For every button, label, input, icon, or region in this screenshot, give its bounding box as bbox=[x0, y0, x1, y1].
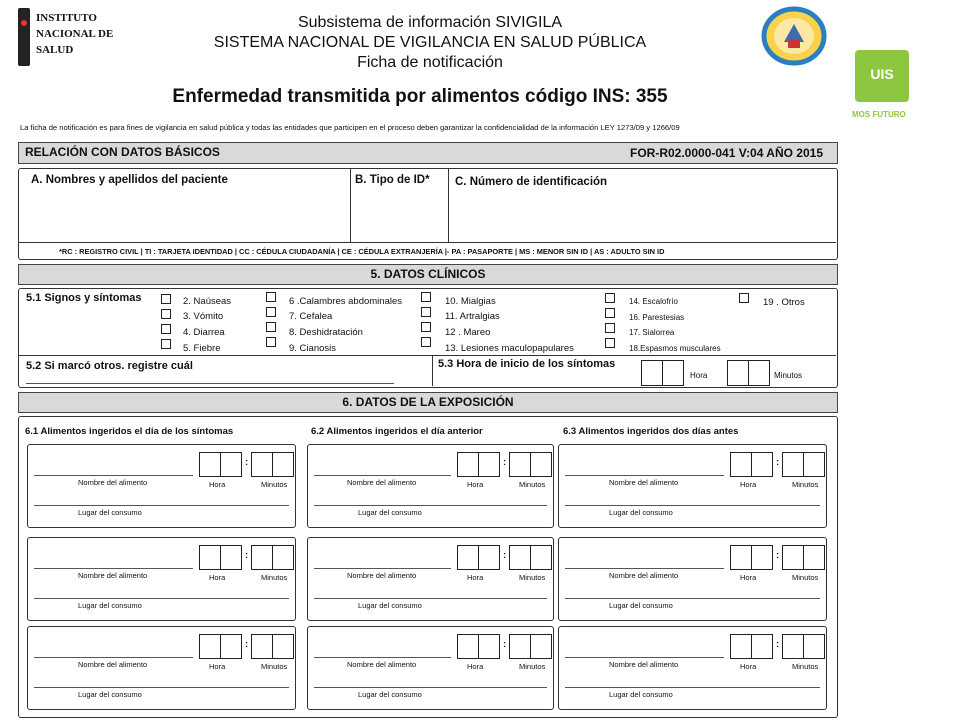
consumption-place-field[interactable] bbox=[34, 505, 289, 506]
symptom-otros: 19 . Otros bbox=[763, 297, 805, 308]
food-minute-digit-1[interactable] bbox=[509, 634, 531, 659]
food-hour-digit-2[interactable] bbox=[751, 634, 773, 659]
onset-hour-digit-2[interactable] bbox=[662, 360, 684, 386]
food-entry-card bbox=[27, 626, 296, 710]
field-c-label: C. Número de identificación bbox=[455, 176, 608, 188]
basic-data-header bbox=[18, 142, 838, 164]
food-minute-digit-2[interactable] bbox=[803, 545, 825, 570]
food-entry-card bbox=[27, 537, 296, 621]
food-entry-card bbox=[27, 444, 296, 528]
exposure-col-title-2: 6.2 Alimentos ingeridos el día anterior bbox=[311, 426, 483, 437]
uis-logo bbox=[855, 50, 909, 102]
consumption-place-label: Lugar del consumo bbox=[609, 508, 673, 517]
food-hour-digit-2[interactable] bbox=[478, 634, 500, 659]
food-name-label: Nombre del alimento bbox=[78, 660, 148, 669]
food-minute-label: Minutos bbox=[261, 662, 288, 671]
food-time-colon: : bbox=[245, 639, 249, 650]
symptom-sialorrea: 17. Sialorrea bbox=[629, 328, 675, 337]
checkbox-mareo[interactable] bbox=[421, 322, 431, 332]
consumption-place-label: Lugar del consumo bbox=[358, 601, 422, 610]
food-minute-digit-2[interactable] bbox=[530, 634, 552, 659]
food-minute-digit-1[interactable] bbox=[782, 545, 804, 570]
food-minute-digit-2[interactable] bbox=[272, 545, 294, 570]
food-name-field[interactable] bbox=[565, 475, 724, 476]
onset-minute-digit-1[interactable] bbox=[727, 360, 749, 386]
food-entry-card bbox=[307, 626, 554, 710]
food-minute-label: Minutos bbox=[261, 573, 288, 582]
food-name-label: Nombre del alimento bbox=[609, 571, 679, 580]
food-entry-card bbox=[307, 444, 554, 528]
symptom-cianosis: 9. Cianosis bbox=[289, 343, 336, 354]
consumption-place-field[interactable] bbox=[314, 505, 547, 506]
checkbox-sialorrea[interactable] bbox=[605, 323, 615, 333]
consumption-place-field[interactable] bbox=[565, 505, 820, 506]
exposure-col-title-3: 6.3 Alimentos ingeridos dos días antes bbox=[563, 426, 739, 437]
food-minute-label: Minutos bbox=[261, 480, 288, 489]
header-title-2: SISTEMA NACIONAL DE VIGILANCIA EN SALUD PÚBLICA bbox=[213, 34, 647, 51]
checkbox-parestesias[interactable] bbox=[605, 308, 615, 318]
food-name-field[interactable] bbox=[565, 568, 724, 569]
food-time-colon: : bbox=[776, 457, 780, 468]
food-minute-digit-1[interactable] bbox=[251, 634, 273, 659]
other-symptoms-field[interactable] bbox=[26, 383, 394, 384]
symptom-escalofrio: 14. Escalofrío bbox=[629, 297, 678, 306]
food-hour-digit-2[interactable] bbox=[220, 452, 242, 477]
header-title-1: Subsistema de información SIVIGILA bbox=[297, 14, 563, 31]
food-hour-digit-2[interactable] bbox=[220, 545, 242, 570]
signs-label: 5.1 Signos y síntomas bbox=[26, 292, 142, 304]
consumption-place-field[interactable] bbox=[314, 598, 547, 599]
uis-caption: MOS FUTURO bbox=[852, 110, 906, 119]
food-time-colon: : bbox=[503, 457, 507, 468]
food-name-label: Nombre del alimento bbox=[609, 478, 679, 487]
food-minute-digit-1[interactable] bbox=[251, 452, 273, 477]
exposure-header bbox=[18, 392, 838, 413]
checkbox-nauseas[interactable] bbox=[161, 294, 171, 304]
food-hour-label: Hora bbox=[209, 662, 226, 671]
checkbox-mialgias[interactable] bbox=[421, 292, 431, 302]
exposure-col-title-1: 6.1 Alimentos ingeridos el día de los síntomas bbox=[25, 426, 234, 437]
symptom-parestesias: 16. Parestesias bbox=[629, 313, 685, 322]
symptom-espasmos: 18.Espasmos musculares bbox=[629, 344, 721, 353]
food-hour-digit-1[interactable] bbox=[730, 545, 752, 570]
food-entry-card bbox=[558, 537, 827, 621]
ins-logo-text-1: INSTITUTO bbox=[36, 12, 97, 24]
food-name-field[interactable] bbox=[314, 657, 451, 658]
food-name-label: Nombre del alimento bbox=[78, 478, 148, 487]
food-time-colon: : bbox=[776, 550, 780, 561]
food-minute-digit-2[interactable] bbox=[530, 452, 552, 477]
food-time-colon: : bbox=[245, 550, 249, 561]
checkbox-cianosis[interactable] bbox=[266, 337, 276, 347]
food-name-label: Nombre del alimento bbox=[347, 478, 417, 487]
symptom-calambres: 6 .Calambres abdominales bbox=[289, 296, 403, 307]
food-entry-card bbox=[307, 537, 554, 621]
food-name-field[interactable] bbox=[565, 657, 724, 658]
consumption-place-label: Lugar del consumo bbox=[358, 690, 422, 699]
food-hour-digit-1[interactable] bbox=[457, 634, 479, 659]
ins-logo-text-2: NACIONAL DE bbox=[36, 28, 114, 40]
food-time-colon: : bbox=[776, 639, 780, 650]
food-hour-digit-2[interactable] bbox=[751, 545, 773, 570]
food-name-label: Nombre del alimento bbox=[347, 660, 417, 669]
onset-hour-digit-1[interactable] bbox=[641, 360, 663, 386]
consumption-place-field[interactable] bbox=[34, 687, 289, 688]
food-hour-digit-1[interactable] bbox=[457, 452, 479, 477]
field-b-label: B. Tipo de ID* bbox=[355, 174, 430, 186]
food-name-field[interactable] bbox=[314, 568, 451, 569]
checkbox-deshidratacion[interactable] bbox=[266, 322, 276, 332]
food-hour-label: Hora bbox=[209, 480, 226, 489]
checkbox-escalofrio[interactable] bbox=[605, 293, 615, 303]
onset-label: 5.3 Hora de inicio de los síntomas bbox=[438, 358, 616, 370]
colombia-seal bbox=[760, 6, 828, 66]
checkbox-artralgias[interactable] bbox=[421, 307, 431, 317]
food-minute-digit-1[interactable] bbox=[251, 545, 273, 570]
food-hour-label: Hora bbox=[467, 662, 484, 671]
food-minute-digit-2[interactable] bbox=[803, 452, 825, 477]
food-entry-card bbox=[558, 444, 827, 528]
food-minute-digit-1[interactable] bbox=[509, 545, 531, 570]
uis-logo-letters: UIS bbox=[870, 66, 894, 82]
consumption-place-label: Lugar del consumo bbox=[609, 690, 673, 699]
food-name-label: Nombre del alimento bbox=[78, 571, 148, 580]
symptom-lesiones: 13. Lesiones maculopapulares bbox=[445, 343, 574, 354]
header-title-3: Ficha de notificación bbox=[357, 54, 503, 71]
food-hour-digit-2[interactable] bbox=[478, 545, 500, 570]
consumption-place-label: Lugar del consumo bbox=[78, 690, 142, 699]
checkbox-lesiones[interactable] bbox=[421, 337, 431, 347]
basic-data-title: RELACIÓN CON DATOS BÁSICOS bbox=[25, 145, 220, 159]
food-hour-label: Hora bbox=[467, 480, 484, 489]
exposure-title: 6. DATOS DE LA EXPOSICIÓN bbox=[342, 395, 514, 409]
food-hour-digit-1[interactable] bbox=[730, 634, 752, 659]
disease-title: Enfermedad transmitida por alimentos código INS: 355 bbox=[172, 86, 668, 107]
id-type-legend: *RC : REGISTRO CIVIL | TI : TARJETA IDENTIDAD | CC : CÉDULA CIUDADANÍA | CE : CÉDULA EXTRANJERÍA |- PA : PASAPORTE | MS : MENOR SIN ID | AS : ADULTO SIN ID bbox=[59, 247, 665, 256]
onset-minute-digit-2[interactable] bbox=[748, 360, 770, 386]
food-hour-digit-1[interactable] bbox=[457, 545, 479, 570]
symptom-diarrea: 4. Diarrea bbox=[183, 327, 225, 338]
food-name-label: Nombre del alimento bbox=[609, 660, 679, 669]
food-hour-label: Hora bbox=[209, 573, 226, 582]
basic-data-box bbox=[18, 168, 838, 260]
ins-logo-text-3: SALUD bbox=[36, 44, 74, 56]
food-name-label: Nombre del alimento bbox=[347, 571, 417, 580]
food-hour-digit-1[interactable] bbox=[199, 634, 221, 659]
food-name-field[interactable] bbox=[34, 568, 193, 569]
food-hour-digit-2[interactable] bbox=[220, 634, 242, 659]
food-name-field[interactable] bbox=[34, 657, 193, 658]
food-minute-digit-1[interactable] bbox=[782, 452, 804, 477]
food-hour-digit-1[interactable] bbox=[199, 545, 221, 570]
confidentiality-notice: La ficha de notificación es para fines de vigilancia en salud pública y todas las entidades que participen en el proceso deben garantizar la confidencialidad de la información LEY 1273/09 y 1266/09 bbox=[20, 123, 680, 132]
checkbox-vomito[interactable] bbox=[161, 309, 171, 319]
food-minute-digit-1[interactable] bbox=[509, 452, 531, 477]
checkbox-otros[interactable] bbox=[739, 293, 749, 303]
food-time-colon: : bbox=[503, 639, 507, 650]
checkbox-espasmos[interactable] bbox=[605, 338, 615, 348]
food-minute-digit-2[interactable] bbox=[272, 634, 294, 659]
food-minute-label: Minutos bbox=[792, 573, 819, 582]
food-minute-digit-2[interactable] bbox=[530, 545, 552, 570]
consumption-place-label: Lugar del consumo bbox=[358, 508, 422, 517]
other-symptoms-label: 5.2 Si marcó otros. registre cuál bbox=[26, 360, 193, 372]
seal-icon bbox=[760, 6, 828, 66]
onset-hour-label: Hora bbox=[690, 371, 708, 380]
consumption-place-field[interactable] bbox=[34, 598, 289, 599]
symptom-nauseas: 2. Naúseas bbox=[183, 296, 232, 307]
food-hour-label: Hora bbox=[467, 573, 484, 582]
consumption-place-label: Lugar del consumo bbox=[609, 601, 673, 610]
food-name-field[interactable] bbox=[314, 475, 451, 476]
field-a-label: A. Nombres y apellidos del paciente bbox=[31, 174, 228, 186]
food-hour-label: Hora bbox=[740, 573, 757, 582]
consumption-place-field[interactable] bbox=[565, 598, 820, 599]
form-code: FOR-R02.0000-041 V:04 AÑO 2015 bbox=[630, 146, 823, 160]
consumption-place-field[interactable] bbox=[314, 687, 547, 688]
onset-minute-label: Minutos bbox=[774, 371, 803, 380]
food-hour-digit-2[interactable] bbox=[751, 452, 773, 477]
food-time-colon: : bbox=[503, 550, 507, 561]
consumption-place-label: Lugar del consumo bbox=[78, 508, 142, 517]
food-minute-label: Minutos bbox=[519, 662, 546, 671]
food-hour-label: Hora bbox=[740, 480, 757, 489]
food-entry-card bbox=[558, 626, 827, 710]
checkbox-calambres[interactable] bbox=[266, 292, 276, 302]
clinical-header bbox=[18, 264, 838, 285]
food-hour-digit-2[interactable] bbox=[478, 452, 500, 477]
clinical-box bbox=[18, 288, 838, 388]
food-minute-label: Minutos bbox=[792, 662, 819, 671]
symptom-artralgias: 11. Artralgias bbox=[445, 311, 500, 322]
food-minute-digit-2[interactable] bbox=[803, 634, 825, 659]
consumption-place-label: Lugar del consumo bbox=[78, 601, 142, 610]
symptom-vomito: 3. Vómito bbox=[183, 311, 224, 322]
food-hour-digit-1[interactable] bbox=[199, 452, 221, 477]
clinical-title: 5. DATOS CLÍNICOS bbox=[370, 267, 486, 281]
checkbox-diarrea[interactable] bbox=[161, 324, 171, 334]
food-minute-label: Minutos bbox=[519, 573, 546, 582]
food-minute-digit-2[interactable] bbox=[272, 452, 294, 477]
symptom-cefalea: 7. Cefalea bbox=[289, 311, 333, 322]
food-hour-digit-1[interactable] bbox=[730, 452, 752, 477]
food-minute-label: Minutos bbox=[519, 480, 546, 489]
symptom-deshidratacion: 8. Deshidratación bbox=[289, 327, 363, 338]
food-minute-digit-1[interactable] bbox=[782, 634, 804, 659]
food-name-field[interactable] bbox=[34, 475, 193, 476]
symptom-fiebre: 5. Fiebre bbox=[183, 343, 221, 354]
food-minute-label: Minutos bbox=[792, 480, 819, 489]
checkbox-fiebre[interactable] bbox=[161, 339, 171, 349]
symptom-mareo: 12 . Mareo bbox=[445, 327, 491, 338]
food-hour-label: Hora bbox=[740, 662, 757, 671]
checkbox-cefalea[interactable] bbox=[266, 307, 276, 317]
food-time-colon: : bbox=[245, 457, 249, 468]
consumption-place-field[interactable] bbox=[565, 687, 820, 688]
symptom-mialgias: 10. Mialgias bbox=[445, 296, 496, 307]
